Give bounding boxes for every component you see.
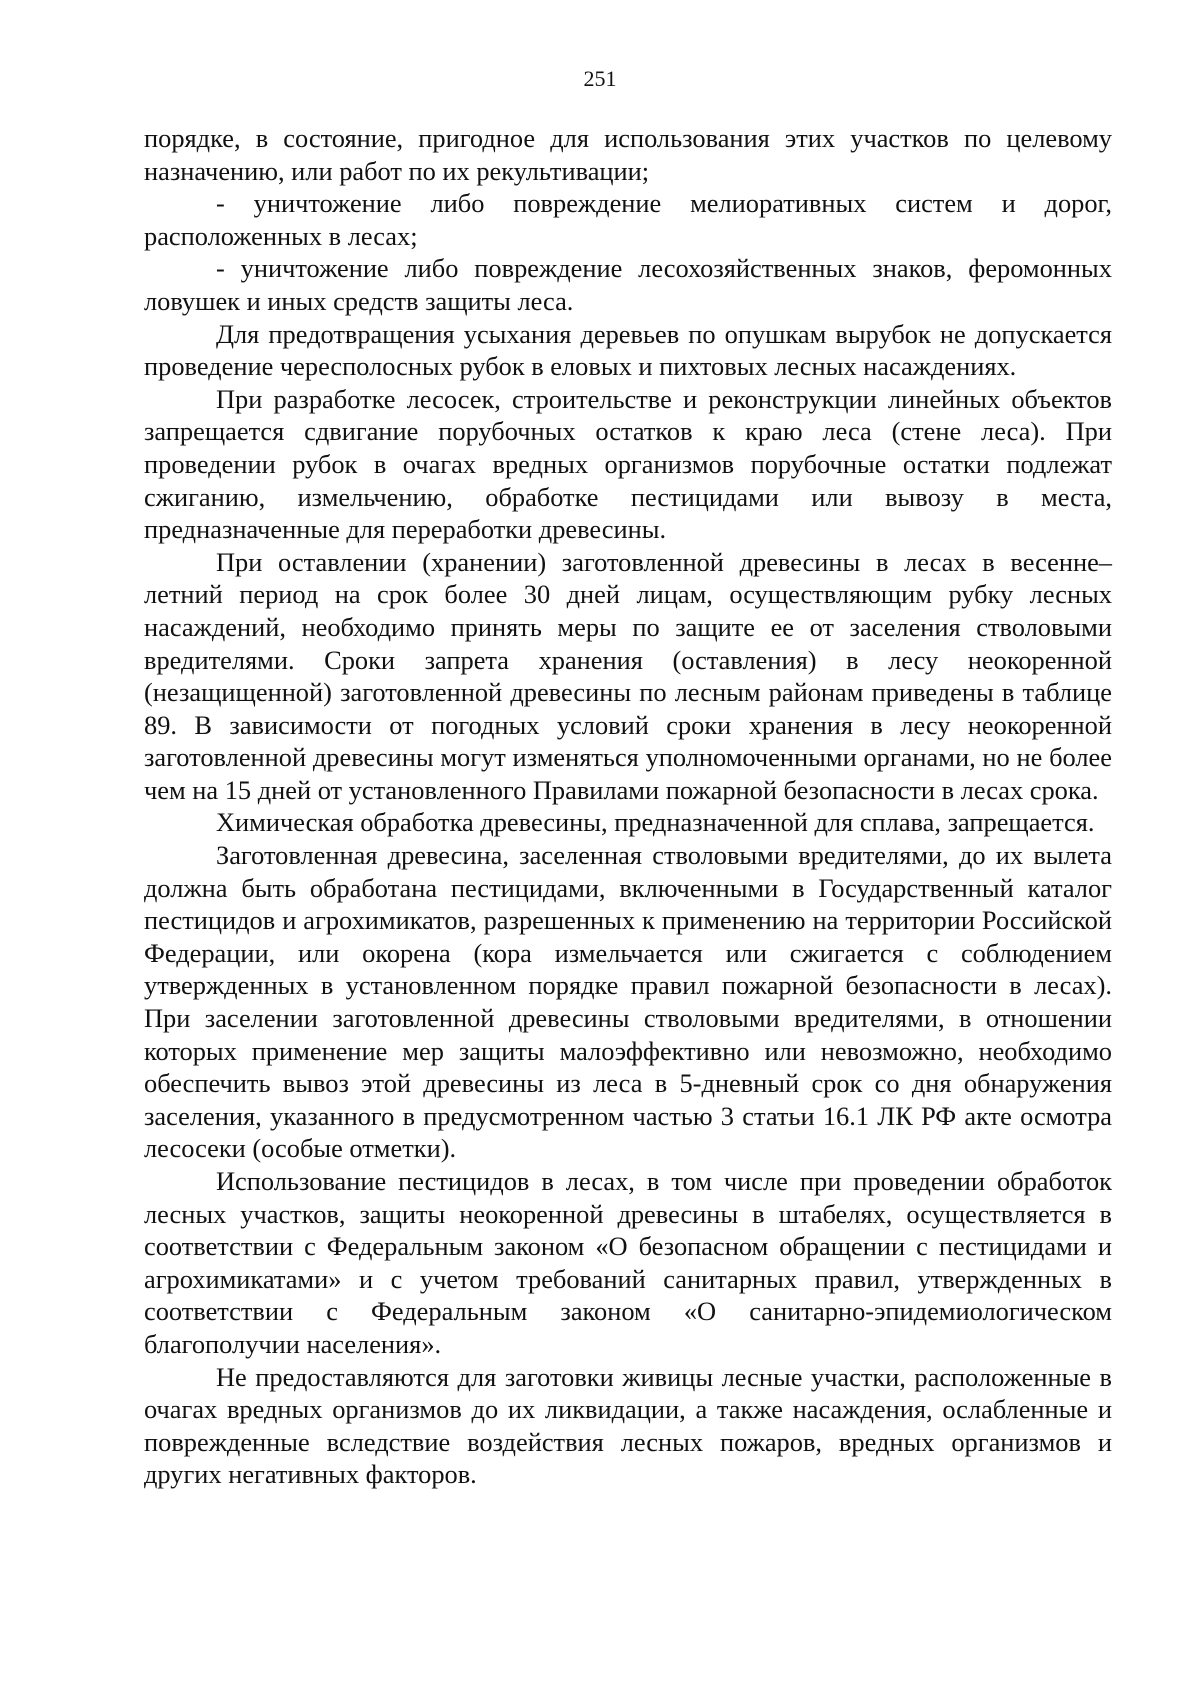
paragraph-wood-storage: При оставлении (хранении) заготовленной древесины в лесах в весенне–летний период на срок более 30 дней лицам, осуществляющим рубку лесных насаждений, необходимо принять меры по защите ее от заселения стволовыми вредителями. Сроки запрета хранения (оставления) в лесу неокоренной (незащищенной) заготовленной древесины по лесным районам приведены в таблице 89. В зависимости от погодных условий сроки хранения в лесу неокоренной заготовленной древесины могут изменяться уполномоченными органами, но не более чем на 15 дней от установленного Правилами пожарной безопасности в лесах срока. <box>144 546 1112 805</box>
paragraph-logging-residues: При разработке лесосек, строительстве и реконструкции линейных объектов запрещается сдвигание порубочных остатков к краю леса (стене леса). При проведении рубок в очагах вредных организмов порубочные остатки подлежат сжиганию, измельчению, обработке пестицидами или вывозу в места, предназначенные для переработки древесины. <box>144 383 1112 545</box>
paragraph-list-item-forestry-signs: - уничтожение либо повреждение лесохозяйственных знаков, феромонных ловушек и иных средств защиты леса. <box>144 253 1112 316</box>
paragraph-infested-wood: Заготовленная древесина, заселенная стволовыми вредителями, до их вылета должна быть обработана пестицидами, включенными в Государственный каталог пестицидов и агрохимикатов, разрешенных к применению на территории Российской Федерации, или окорена (кора измельчается или сжигается с соблюдением утвержденных в установленном порядке правил пожарной безопасности в лесах). При заселении заготовленной древесины стволовыми вредителями, в отношении которых применение мер защиты малоэффективно или невозможно, необходимо обеспечить вывоз этой древесины из леса в 5-дневный срок со дня обнаружения заселения, указанного в предусмотренном частью 3 статьи 16.1 ЛК РФ акте осмотра лесосеки (особые отметки). <box>144 840 1112 1164</box>
paragraph-pesticide-use: Использование пестицидов в лесах, в том числе при проведении обработок лесных участков, защиты неокоренной древесины в штабелях, осуществляется в соответствии с Федеральным законом «О безопасном обращении с пестицидами и агрохимикатами» и с учетом требований санитарных правил, утвержденных в соответствии с Федеральным законом «О санитарно-эпидемиологическом благополучии населения». <box>144 1166 1112 1359</box>
page-number: 251 <box>583 66 617 91</box>
paragraph-chemical-treatment: Химическая обработка древесины, предназначенной для сплава, запрещается. <box>216 807 1095 838</box>
paragraph-continuation: порядке, в состояние, пригодное для использования этих участков по целевому назначению, или работ по их рекультивации; <box>144 123 1112 186</box>
paragraph-list-item-meliorative-systems: - уничтожение либо повреждение мелиоративных систем и дорог, расположенных в лесах; <box>144 188 1112 251</box>
paragraph-resin-tapping: Не предоставляются для заготовки живицы лесные участки, расположенные в очагах вредных организмов до их ликвидации, а также насаждения, ослабленные и поврежденные вследствие воздействия лесных пожаров, вредных организмов и других негативных факторов. <box>144 1361 1112 1490</box>
document-body <box>144 122 1112 1491</box>
paragraph-drying-prevention: Для предотвращения усыхания деревьев по опушкам вырубок не допускается проведение чересполосных рубок в еловых и пихтовых лесных насаждениях. <box>144 318 1112 382</box>
